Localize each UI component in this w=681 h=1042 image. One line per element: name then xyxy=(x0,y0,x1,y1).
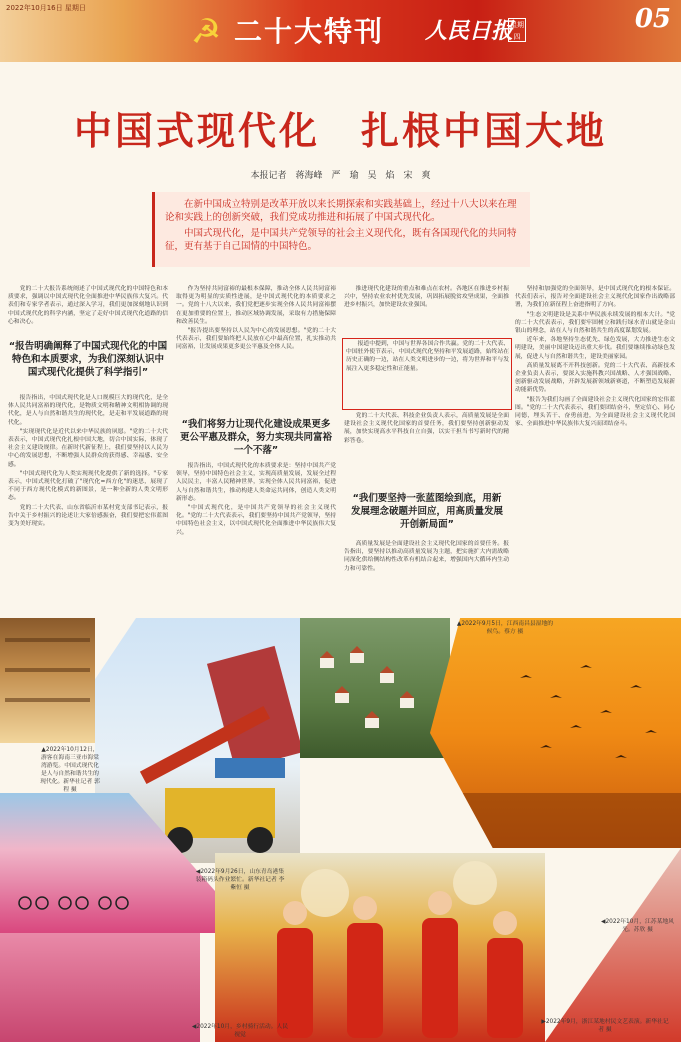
article-byline: 本报记者 蒋海峰 严 瑜 吴 焰 宋 爽 xyxy=(250,171,431,181)
body-column: 高质量发展是全面建设社会主义现代化国家的首要任务。报告指出，要坚持以推动高质量发展为主题，把实施扩大内需战略同深化供给侧结构性改革有机结合起来，增强国内大循环内生动力和可靠性。 xyxy=(344,541,509,572)
photo-caption: ◀2022年10月，江苏某地风光。苏欣 摄 xyxy=(601,919,674,933)
section-subhead: “我们将努力让现代化建设成果更多更公平惠及群众，努力实现共同富裕一个不落” xyxy=(180,419,333,456)
lead-paragraph: 在新中国成立特别是改革开放以来长期探索和实践基础上，经过十八大以来在理论和实践上的创新突破，我们党成功推进和拓展了中国式现代化。 xyxy=(165,199,517,223)
issue-date: 2022年10月16日 星期日 xyxy=(6,4,86,12)
photo-caption: ◀2022年10月，乡村骑行活动。人民视觉 xyxy=(191,1024,289,1038)
body-column: 作为坚持共同富裕的最根本保障，推动全体人民共同富裕取得更为明显的实质性进展，是中国式现代化的本质要求之一。党的十八大以来，我们党把逐步实现全体人民共同富裕摆在更加重要的位置上，推动区域协调发展，采取有力措施保障和改善民生。 "报告提出要坚持以人民为中心的发展思想。"党的二十大代表表示，我们要始终把人民放在心中最高位置，扎实推动共同富裕，让发展成果更多更公平惠及全体人民。 xyxy=(176,286,336,351)
lead-box xyxy=(152,192,530,267)
lead-paragraph: 中国式现代化，是中国共产党领导的社会主义现代化，既有各国现代化的共同特征，更有基于自己国情的中国特色。 xyxy=(165,228,517,252)
photo-library xyxy=(0,618,95,743)
article-title: 中国式现代化 扎根中国大地 xyxy=(73,108,607,153)
photo-caption: ◀2022年9月26日，山东青岛港集装箱码头作业繁忙。新华社记者 李紫恒 摄 xyxy=(195,869,285,891)
photo-caption: ▶2022年9月，浙江某地村民文艺表演。新华社记者 摄 xyxy=(541,1019,669,1033)
photo-caption: ▲2022年9月5日，江西南昌县湿地的候鸟。蔡方 摄 xyxy=(456,621,554,635)
body-column: 报告指出，中国式现代化的本质要求是：坚持中国共产党领导，坚持中国特色社会主义，实现高质量发展，发展全过程人民民主，丰富人民精神世界，实现全体人民共同富裕，促进人与自然和谐共生，推动构建人类命运共同体，创造人类文明新形态。 "中国式现代化，是中国共产党领导的社会主义现代化。"党的二十大代表表示，我们要坚持中国共产党领导，坚持中国特色社会主义，以中国式现代化全面推进中华民族伟大复兴。 xyxy=(176,463,336,536)
photo-village xyxy=(300,618,450,758)
page-number: 05 xyxy=(634,4,671,34)
special-issue-title: 二十大特刊 xyxy=(234,15,385,48)
body-column: 党的二十大代表、科技企业负责人表示，高质量发展是全面建设社会主义现代化国家的首要任务，我们要坚持创新驱动发展，加快实现高水平科技自立自强，以实干担当书写新时代的精彩答卷。 xyxy=(344,413,509,444)
section-subhead: “我们要坚持一张蓝图绘到底，用新发展理念破题并回应，用高质量发展开创新局面” xyxy=(350,493,503,530)
photo-collage xyxy=(0,618,681,1042)
photo-flower-field xyxy=(0,933,200,1042)
highlight-text: 报道中提到，中国与世界各国合作共赢。党的二十大代表、中国驻外使节表示，中国式现代化坚持和平发展道路，始终站在历史正确的一边，站在人类文明进步的一边，将为世界和平与发展注入更多稳定性和正能量。 xyxy=(346,341,509,372)
newspaper-logo: 人民日报 xyxy=(425,18,514,44)
body-column: 党的二十大报告系统阐述了中国式现代化的中国特色和本质要求，强调以中国式现代化全面推进中华民族伟大复兴。代表们和专家学者表示，通过深入学习，我们更加深刻地认识到中国式现代化的科学内涵，坚定了走好中国式现代化道路的信心和决心。 xyxy=(8,286,168,325)
body-column: 报告指出，中国式现代化是人口规模巨大的现代化，是全体人民共同富裕的现代化，是物质文明和精神文明相协调的现代化，是人与自然和谐共生的现代化，是走和平发展道路的现代化。 "实现现代化是近代以来中华民族的夙愿。"党的二十大代表表示，中国式现代化扎根中国大地，切合中国实际，体现了社会主义建设规律。在新时代新征程上，我们要坚持以人民为中心的发展思想，不断增强人民群众的获得感、幸福感、安全感。 "中国式现代化为人类实现现代化提供了新的选择。"专家表示，中国式现代化打破了"现代化=西方化"的迷思，展现了不同于西方现代化模式的新图景，是一种全新的人类文明形态。 党的二十大代表、山东省临沂市某村党支部书记表示，报告中关于乡村振兴的论述让大家倍感振奋，我们要把宏伟蓝图变为美好现实。 xyxy=(8,395,168,528)
edition-label: 星期四 xyxy=(508,18,526,42)
photo-caption: ▲2022年10月12日，游客在海南三亚市海棠湾游览。中国式现代化是人与自然和谐共生的现代化。新华社记者 郭程 摄 xyxy=(40,747,100,793)
section-subhead: “报告明确阐释了中国式现代化的中国特色和本质要求，为我们深刻认识中国式现代化提供了科学指引” xyxy=(8,341,168,378)
body-column: 推进现代化建设的重点和难点在农村。各地区在推进乡村振兴中，坚持农业农村优先发展，巩固拓展脱贫攻坚成果，全面推进乡村振兴，加快建设农业强国。 xyxy=(344,286,509,309)
party-emblem-icon: ☭ xyxy=(190,12,222,52)
body-column: 坚持和加强党的全面领导，是中国式现代化的根本保证。代表们表示，报告对全面建设社会主义现代化国家作出战略部署，为我们在新征程上奋进指明了方向。 "生态文明建设是关系中华民族永续发展的根本大计。"党的二十大代表表示，我们要牢固树立和践行绿水青山就是金山银山的理念，站在人与自然和谐共生的高度谋划发展。 近年来，各地坚持生态优先、绿色发展，大力推进生态文明建设，美丽中国建设迈出重大步伐。我们要继续推动绿色发展，促进人与自然和谐共生，建设美丽家园。 高质量发展离不开科技创新。党的二十大代表、高新技术企业负责人表示，要深入实施科教兴国战略、人才强国战略、创新驱动发展战略，开辟发展新领域新赛道，不断塑造发展新动能新优势。 "报告为我们勾画了全面建设社会主义现代化国家的宏伟蓝图。"党的二十大代表表示，我们要团结奋斗，坚定信心、同心同德，埋头苦干、奋勇前进，为全面建设社会主义现代化国家、全面推进中华民族伟大复兴而团结奋斗。 xyxy=(515,286,675,428)
masthead xyxy=(0,0,681,62)
